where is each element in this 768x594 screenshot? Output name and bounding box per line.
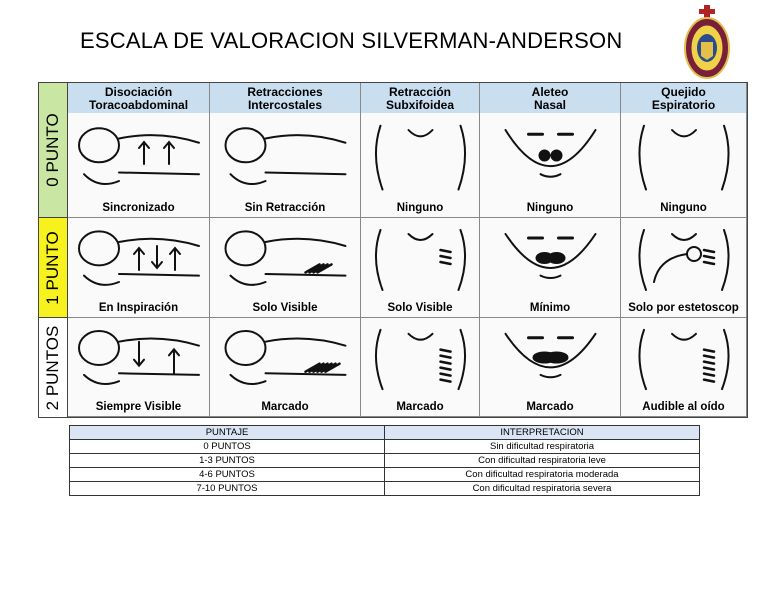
interpretation-cell: Con dificultad respiratoria moderada — [385, 468, 700, 482]
criterion-cell — [210, 113, 361, 218]
cell-caption: Marcado — [261, 401, 309, 413]
criterion-cell — [621, 318, 747, 417]
baby-icon — [68, 318, 210, 397]
cell-caption: Solo Visible — [387, 302, 453, 314]
face-icon — [480, 318, 621, 397]
cell-caption: Ninguno — [396, 202, 444, 214]
column-header-0: Disociación Toracoabdominal — [68, 83, 210, 113]
cell-caption: Solo Visible — [252, 302, 318, 314]
chest-icon — [361, 113, 480, 198]
score-cell: 7-10 PUNTOS — [70, 482, 385, 496]
column-header-3: Aleteo Nasal — [480, 83, 621, 113]
table-row — [70, 454, 700, 468]
column-header-1: Retracciones Intercostales — [210, 83, 361, 113]
table-row — [70, 440, 700, 454]
criterion-cell — [361, 113, 480, 218]
score-header-interpretacion: INTERPRETACION — [385, 426, 700, 440]
column-header-2: Retracción Subxifoidea — [361, 83, 480, 113]
chest-icon — [361, 318, 480, 397]
criterion-cell — [210, 318, 361, 417]
baby-icon — [210, 113, 361, 198]
criterion-cell — [480, 218, 621, 318]
criterion-cell — [210, 218, 361, 318]
criterion-cell — [361, 218, 480, 318]
cell-caption: En Inspiración — [98, 302, 179, 314]
criterion-cell — [361, 318, 480, 417]
score-cell: 4-6 PUNTOS — [70, 468, 385, 482]
face-icon — [480, 113, 621, 198]
baby-icon — [210, 318, 361, 397]
cell-caption: Sincronizado — [102, 202, 175, 214]
score-header-puntaje: PUNTAJE — [70, 426, 385, 440]
chest-icon — [621, 318, 747, 397]
cell-caption: Ninguno — [526, 202, 574, 214]
chest-icon — [621, 113, 747, 198]
cell-caption: Marcado — [526, 401, 574, 413]
university-seal-icon — [683, 4, 731, 80]
criterion-cell — [621, 113, 747, 218]
row-label-1: 1 PUNTO — [39, 218, 68, 318]
score-cell: 1-3 PUNTOS — [70, 454, 385, 468]
chest-icon — [361, 218, 480, 298]
criterion-cell — [68, 218, 210, 318]
baby-icon — [68, 113, 210, 198]
interpretation-cell: Sin dificultad respiratoria — [385, 440, 700, 454]
score-table-header-row — [70, 426, 700, 440]
cell-caption: Solo por estetoscop — [628, 302, 739, 314]
silverman-anderson-grid — [38, 82, 748, 418]
cell-caption: Marcado — [396, 401, 444, 413]
chest-icon — [621, 218, 747, 298]
criterion-cell — [480, 318, 621, 417]
criterion-cell — [621, 218, 747, 318]
table-row — [70, 482, 700, 496]
interpretation-cell: Con dificultad respiratoria severa — [385, 482, 700, 496]
cell-caption: Audible al oído — [642, 401, 725, 413]
column-header-4: Quejido Espiratorio — [621, 83, 747, 113]
baby-icon — [210, 218, 361, 298]
criterion-cell — [480, 113, 621, 218]
score-cell: 0 PUNTOS — [70, 440, 385, 454]
page-title: ESCALA DE VALORACION SILVERMAN-ANDERSON — [80, 28, 623, 53]
row-label-2: 2 PUNTOS — [39, 318, 68, 417]
table-row — [70, 468, 700, 482]
score-table — [69, 425, 700, 496]
cell-caption: Ninguno — [660, 202, 707, 214]
cell-caption: Mínimo — [529, 302, 571, 314]
baby-icon — [68, 218, 210, 298]
interpretation-cell: Con dificultad respiratoria leve — [385, 454, 700, 468]
criterion-cell — [68, 113, 210, 218]
criterion-cell — [68, 318, 210, 417]
cell-caption: Sin Retracción — [244, 202, 326, 214]
face-icon — [480, 218, 621, 298]
cell-caption: Siempre Visible — [95, 401, 182, 413]
row-label-0: 0 PUNTO — [39, 83, 68, 218]
